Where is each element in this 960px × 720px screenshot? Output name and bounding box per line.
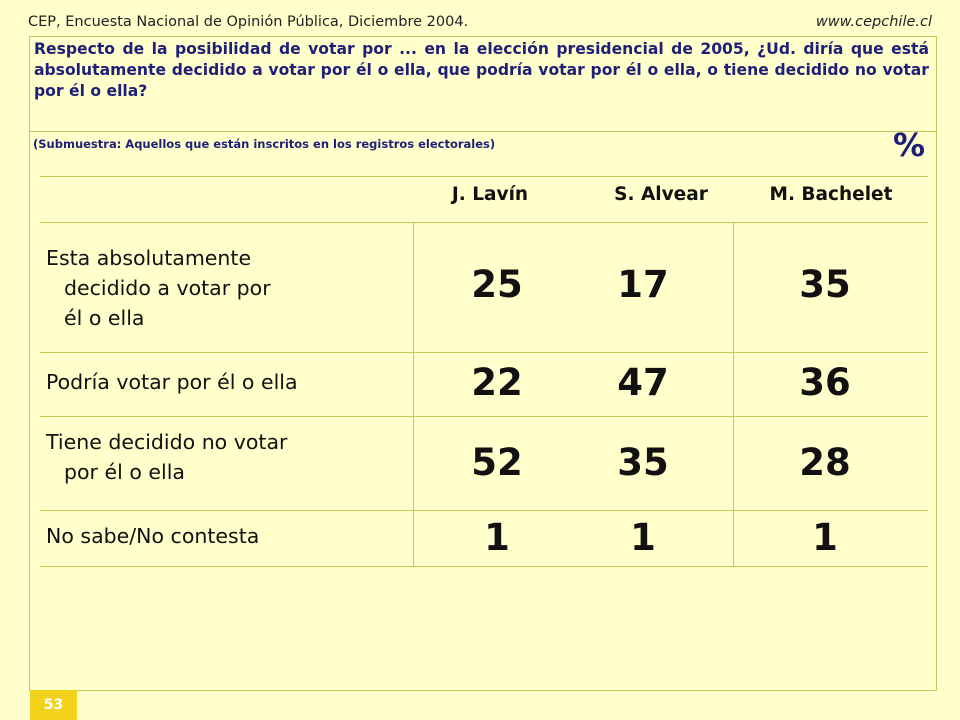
row-label-line: Tiene decidido no votar (46, 430, 288, 454)
cell-value-decided-lavin: 25 (471, 263, 523, 306)
row-label-could-vote (46, 367, 298, 397)
cell-value-na-alvear: 1 (630, 516, 656, 559)
column-divider (413, 222, 414, 566)
row-label-line: decidido a votar por (64, 276, 271, 300)
column-header-bachelet: M. Bachelet (769, 184, 893, 205)
table-top-border (40, 176, 928, 177)
cell-value-na-lavin: 1 (484, 516, 510, 559)
column-divider (733, 222, 734, 566)
row-label-line: por él o ella (64, 460, 185, 484)
table-bottom-border (40, 566, 928, 567)
cell-value-could-bachelet: 36 (799, 361, 851, 404)
row-divider (40, 416, 928, 417)
cell-value-could-alvear: 47 (617, 361, 669, 404)
row-label-line: él o ella (64, 306, 145, 330)
column-header-lavin: J. Lavín (451, 184, 529, 205)
row-divider (40, 510, 928, 511)
survey-question: Respecto de la posibilidad de votar por ... en la elección presidencial de 2005, ¿Ud. diría que está absolutamente decidido a votar por él o ella, que podría votar por él o ella, o tiene decidido no votar por él o ella? (29, 36, 937, 132)
cell-value-decided-alvear: 17 (617, 263, 669, 306)
column-header-alvear: S. Alvear (614, 184, 708, 205)
cell-value-not-bachelet: 28 (799, 441, 851, 484)
website-url[interactable]: www.cepchile.cl (815, 14, 932, 30)
cell-value-not-lavin: 52 (471, 441, 523, 484)
table-header-divider (40, 222, 928, 223)
row-label-decided-not-to-vote (46, 427, 287, 487)
row-label-no-answer (46, 521, 259, 551)
row-label-line: No sabe/No contesta (46, 524, 260, 548)
cell-value-decided-bachelet: 35 (799, 263, 851, 306)
row-label-decided-to-vote (46, 243, 271, 333)
subsample-note: (Submuestra: Aquellos que están inscritos en los registros electorales) (33, 137, 496, 151)
row-divider (40, 352, 928, 353)
page-number: 53 (30, 690, 77, 720)
row-label-line: Podría votar por él o ella (46, 370, 298, 394)
percent-unit: % (893, 126, 926, 164)
survey-source: CEP, Encuesta Nacional de Opinión Pública, Diciembre 2004. (28, 14, 469, 30)
cell-value-could-lavin: 22 (471, 361, 523, 404)
cell-value-not-alvear: 35 (617, 441, 669, 484)
row-label-line: Esta absolutamente (46, 246, 252, 270)
cell-value-na-bachelet: 1 (812, 516, 838, 559)
